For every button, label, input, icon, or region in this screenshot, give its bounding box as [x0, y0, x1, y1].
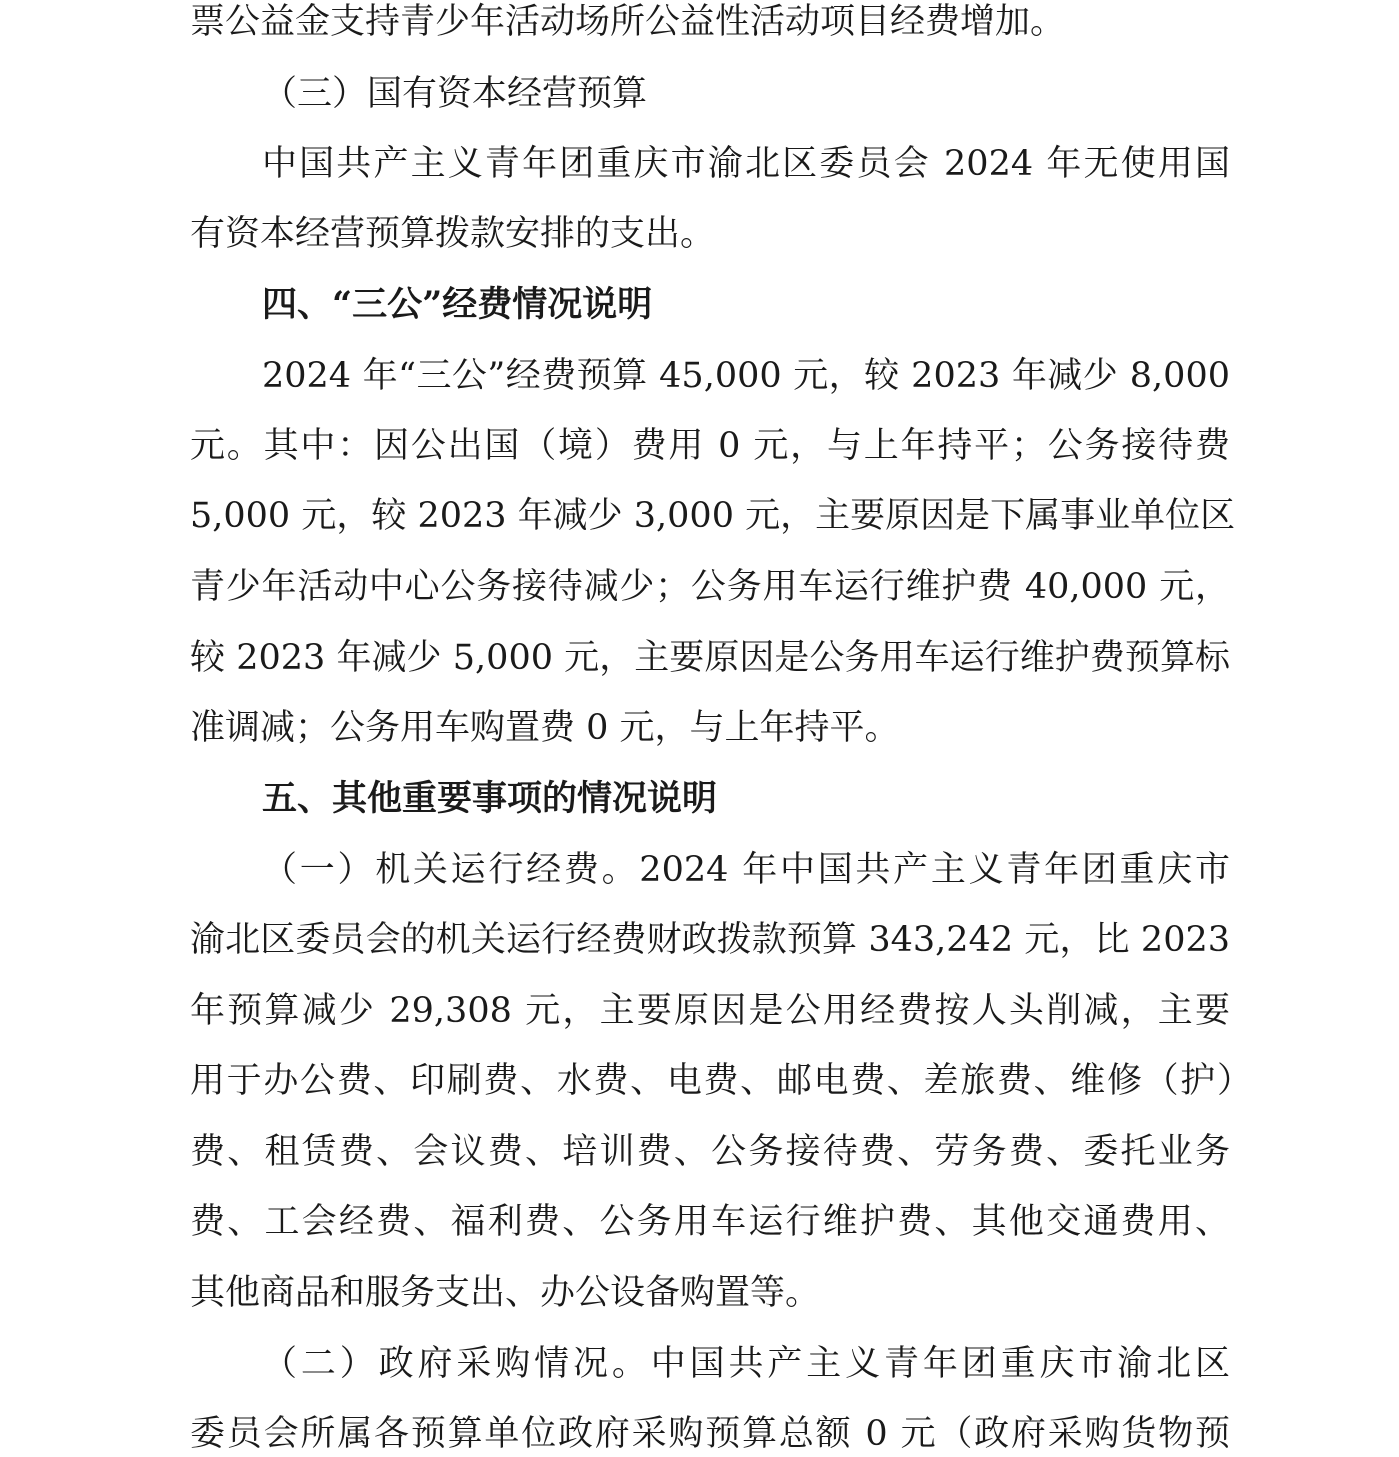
- paragraph-line: 中国共产主义青年团重庆市渝北区委员会 2024 年无使用国: [262, 144, 1230, 184]
- paragraph-line: 年预算减少 29,308 元，主要原因是公用经费按人头削减，主要: [190, 991, 1230, 1031]
- paragraph-line: 票公益金支持青少年活动场所公益性活动项目经费增加。: [190, 2, 1066, 42]
- paragraph-line: 较 2023 年减少 5,000 元，主要原因是公务用车运行维护费预算标: [190, 638, 1230, 678]
- section-heading-three-public: 四、“三公”经费情况说明: [262, 284, 653, 325]
- paragraph-line: 费、工会经费、福利费、公务用车运行维护费、其他交通费用、: [190, 1202, 1230, 1242]
- paragraph-line: 用于办公费、印刷费、水费、电费、邮电费、差旅费、维修（护）: [190, 1061, 1252, 1101]
- paragraph-line: 有资本经营预算拨款安排的支出。: [190, 214, 716, 254]
- paragraph-line: 准调减；公务用车购置费 0 元，与上年持平。: [190, 708, 900, 748]
- paragraph-line: 其他商品和服务支出、办公设备购置等。: [190, 1273, 821, 1313]
- section-heading-other-matters: 五、其他重要事项的情况说明: [262, 778, 718, 819]
- paragraph-line: 渝北区委员会的机关运行经费财政拨款预算 343,242 元，比 2023: [190, 920, 1230, 960]
- paragraph-line: 青少年活动中心公务接待减少；公务用车运行维护费 40,000 元，: [190, 567, 1230, 607]
- paragraph-line: 2024 年“三公”经费预算 45,000 元，较 2023 年减少 8,000: [262, 356, 1230, 396]
- paragraph-line: 委员会所属各预算单位政府采购预算总额 0 元（政府采购货物预: [190, 1414, 1230, 1454]
- subsection-heading-state-capital: （三）国有资本经营预算: [262, 74, 648, 114]
- paragraph-line: 元。其中：因公出国（境）费用 0 元，与上年持平；公务接待费: [190, 426, 1230, 466]
- paragraph-line: （一）机关运行经费。2024 年中国共产主义青年团重庆市: [262, 850, 1230, 890]
- paragraph-line: （二）政府采购情况。中国共产主义青年团重庆市渝北区: [262, 1344, 1230, 1384]
- paragraph-line: 5,000 元，较 2023 年减少 3,000 元，主要原因是下属事业单位区: [190, 496, 1236, 536]
- paragraph-line: 费、租赁费、会议费、培训费、公务接待费、劳务费、委托业务: [190, 1132, 1230, 1172]
